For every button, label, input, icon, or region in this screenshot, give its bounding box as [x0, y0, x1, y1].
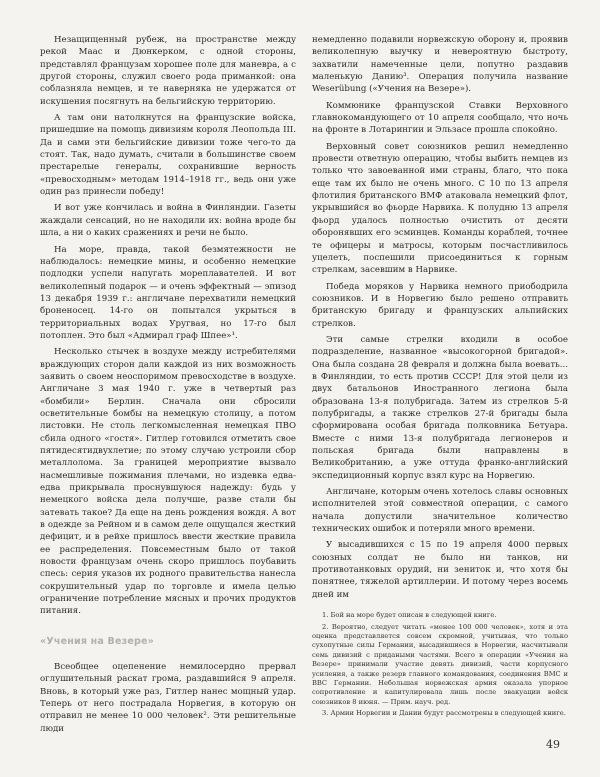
footnote: 3. Армии Норвегии и Дании будут рассмотрены в следующей книге. [322, 709, 566, 718]
paragraph: Коммюнике французской Ставки Верховного главнокомандующего от 10 апреля сообщало, что ночь на фронте в Лотарингии и Эльзасе прошла спокойно. [312, 100, 568, 136]
left-column [40, 34, 296, 739]
paragraph: немедленно подавили норвежскую оборону и, проявив великолепную выучку и невероятную быстроту, захватили намеченные цели, попутно раздавив маленькую Данию³. Операция получила название Weserübung («Учения на Везере»). [312, 35, 568, 95]
paragraph: Эти самые стрелки входили в особое подразделение, названное «высокогорной бригадой». Она была создана 28 февраля и должна была воевать... в Финляндии, то есть против СССР! Для этой цели из двух батальонов Иностранного легиона была образована 13-я полубригада. Затем из стрелков 5-й полубригады, а также стрелков 27-й бригады была сформирована особая бригада полковника Бетуара. Вместе с ними 13-я полубригада легионеров и польская бригада были направлены в Великобританию, а уже оттуда франко-английский экспедиционный корпус взял курс на Норвегию. [312, 334, 568, 481]
footnote: 1. Бой на море будет описан в следующей книге. [322, 611, 497, 620]
section-heading: «Учения на Везере» [40, 635, 154, 647]
paragraph: Англичане, которым очень хотелось славы основных исполнителей этой совместной операции, с самого начала допустили значительное количество технических ошибок и потеряли много времени. [312, 487, 568, 535]
footnote: 2. Вероятно, следует читать «менее 100 000 человек», хотя и эта оценка представляется совсем скромной, учитывая, что только сухопутные силы Германии, высадившиеся в Норвегии, насчитывали семь дивизий с придаными частями. Всего в операции «Учения на Везере» принимали участие девять дивизий, части корпусного усиления, а также резерв главного командования, соединения ВМС и ВВС Германии. Небольшая норвежская армия оказала упорное сопротивление и капитулировала лишь после эвакуации войск союзников 8 июня. — Прим. науч. ред. [312, 622, 568, 706]
paragraph: На море, правда, такой безмятежности не наблюдалось: немецкие мины, и особенно немецкие подлодки успели напугать мореплавателей. И вот великолепный подарок — и очень эффектный — эпизод 13 декабря 1939 г.: англичане перехватили немецкий броненосец. 14-го он попытался укрыться в территориальных водах Уругвая, но 17-го был потоплен. Это был «Адмирал граф Шпее»¹. [40, 244, 296, 341]
paragraph: А там они натолкнутся на французские войска, пришедшие на помощь дивизиям короля Леопольда III. Да и сами эти бельгийские дивизии тоже чего-то да стоят. Так, надо думать, считали в большинстве своем престарелые генералы, сохранившие верность «превосходным» методам 1914–1918 гг., ведь они уже один раз принесли победу! [40, 113, 296, 198]
right-column [312, 34, 568, 721]
paragraph: У высадившихся с 15 по 19 апреля 4000 первых союзных солдат не было ни танков, ни противотанковых орудий, ни зениток и, что хотя бы понятнее, тяжелой артиллерии. И потому через восемь дней им [312, 540, 568, 600]
paragraph: Несколько стычек в воздухе между истребителями враждующих сторон дали каждой из них возможность заявить о своем неоспоримом превосходстве в воздухе. Англичане 3 мая 1940 г. уже в четвертый раз «бомбили» Берлин. Сначала они сбросили осветительные бомбы на немецкую столицу, а потом листовки. Не столь легкомысленная немецкая ПВО сбила одного «гостя». Гитлер готовился отметить свое пятидесятидвухлетие; по этому случаю устроили сбор металлолома. За границей мероприятие вызвало насмешливые пожимания плечами, но издевка едва-едва прикрывала проснувшуюся надежду: будь у немецкого войска дела получше, разве стали бы затевать такое? Да еще на день рождения вождя. А вот в одежде за Рейном и в самом деле ощущался жесткий дефицит, и в рейхе пришлось ввести жесткие правила ее распределения. Повсеместным было от такой новости французам очень скоро пришлось поубавить спесь: серия указов их родного правительства нанесла сокрушительный удар по торговле и имела целью ограничение потребление мясных и прочих продуктов питания. [40, 347, 296, 617]
paragraph: Незащищенный рубеж, на пространстве между рекой Маас и Дюнкерком, с одной стороны, представлял французам хорошее поле для маневра, а с другой стороны, служил своего рода приманкой: она соблазняла немцев, и те наверняка не удержатся от искушения посягнуть на бельгийскую территорию. [40, 35, 296, 107]
paragraph: Всеобщее оцепенение немилосердно прервал оглушительный раскат грома, раздавшийся 9 апреля. Вновь, в который уже раз, Гитлер нанес мощный удар. Теперь от него пострадала Норвегия, в которую он отправил не менее 10 000 человек². Эти решительные люди [40, 661, 296, 734]
footnotes [312, 611, 568, 718]
paragraph: Победа моряков у Нарвика немного приободрила союзников. И в Норвегию было решено отправить британскую бригаду и французских альпийских стрелков. [312, 281, 568, 329]
page-number: 49 [546, 738, 560, 751]
paragraph: И вот уже кончилась и война в Финляндии. Газеты жаждали сенсаций, но не находили их: война вроде бы шла, а ни о каких сражениях и речи не было. [40, 203, 296, 239]
paragraph: Верховный совет союзников решил немедленно провести ответную операцию, чтобы выбить немцев из только что завоеванной ими страны, благо, что пока еще там их было не очень много. С 10 по 13 апреля флотилия британского ВМФ атаковала немецкий флот, укрывшийся во фьорде Нарвика. К полудню 13 апреля фьорд удалось полностью очистить от десяти оборонявших его эсминцев. Команды кораблей, точнее те офицеры и матросы, которым посчастливилось уцелеть, поспешили присоединиться к горным стрелкам, засевшим в Нарвике. [312, 141, 568, 276]
